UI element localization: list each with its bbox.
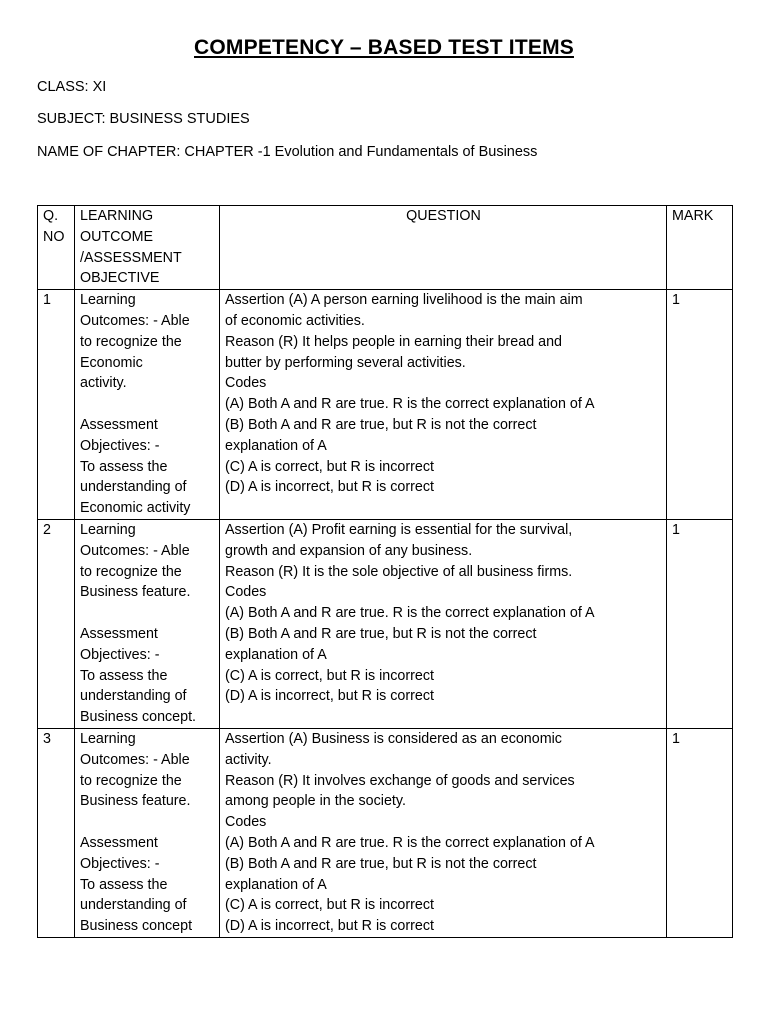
spacer bbox=[80, 603, 215, 624]
header-outcome-line: OBJECTIVE bbox=[80, 270, 160, 287]
question-line: (A) Both A and R are true. R is the correct explanation of A bbox=[225, 834, 595, 851]
table-row bbox=[38, 519, 733, 728]
assessment-objective-line: Assessment bbox=[80, 625, 158, 642]
assessment-objective-line: Objectives: - bbox=[80, 646, 160, 663]
spacer bbox=[80, 394, 215, 415]
mark-cell: 1 bbox=[667, 290, 733, 520]
spacer bbox=[80, 812, 215, 833]
question-line: explanation of A bbox=[225, 646, 327, 663]
learning-outcome-line: Learning bbox=[80, 730, 136, 747]
learning-outcome-cell bbox=[75, 290, 220, 520]
question-line: Codes bbox=[225, 375, 267, 392]
assessment-objective-line: Objectives: - bbox=[80, 855, 160, 872]
table-row bbox=[38, 290, 733, 520]
question-line: activity. bbox=[225, 751, 272, 768]
question-line: (D) A is incorrect, but R is correct bbox=[225, 918, 434, 935]
table-body bbox=[38, 290, 733, 938]
assessment-objective-line: understanding of bbox=[80, 688, 187, 705]
question-line: Codes bbox=[225, 814, 267, 831]
header-question: QUESTION bbox=[220, 206, 667, 290]
learning-outcome-line: Economic bbox=[80, 354, 143, 371]
question-line: explanation of A bbox=[225, 437, 327, 454]
header-qno-line: Q. bbox=[43, 208, 59, 224]
learning-outcome-line: Outcomes: - Able bbox=[80, 542, 190, 559]
assessment-objective-line: Economic activity bbox=[80, 500, 191, 517]
assessment-objective-line: Objectives: - bbox=[80, 437, 160, 454]
test-items-table bbox=[37, 205, 733, 938]
question-line: (B) Both A and R are true, but R is not the correct bbox=[225, 855, 537, 872]
assessment-objective-line: understanding of bbox=[80, 897, 187, 914]
question-line: butter by performing several activities. bbox=[225, 354, 466, 371]
learning-outcome-line: activity. bbox=[80, 375, 127, 392]
learning-outcome-line: to recognize the bbox=[80, 563, 182, 580]
mark-cell: 1 bbox=[667, 519, 733, 728]
header-qno bbox=[38, 206, 75, 290]
learning-outcome-line: to recognize the bbox=[80, 333, 182, 350]
question-line: (D) A is incorrect, but R is correct bbox=[225, 479, 434, 496]
assessment-objective-line: Business concept. bbox=[80, 709, 197, 726]
question-line: among people in the society. bbox=[225, 793, 406, 810]
learning-outcome-line: Outcomes: - Able bbox=[80, 751, 190, 768]
assessment-objective-line: To assess the bbox=[80, 667, 168, 684]
question-line: Reason (R) It helps people in earning their bread and bbox=[225, 333, 562, 350]
mark-cell: 1 bbox=[667, 728, 733, 937]
learning-outcome-line: Business feature. bbox=[80, 584, 191, 601]
question-line: Assertion (A) Business is considered as an economic bbox=[225, 730, 562, 747]
class-line: CLASS: XI bbox=[37, 79, 107, 95]
question-line: (B) Both A and R are true, but R is not the correct bbox=[225, 625, 537, 642]
document-title: COMPETENCY – BASED TEST ITEMS bbox=[194, 36, 574, 59]
header-outcome-line: /ASSESSMENT bbox=[80, 249, 182, 266]
question-line: Reason (R) It involves exchange of goods and services bbox=[225, 772, 575, 789]
question-line: (A) Both A and R are true. R is the correct explanation of A bbox=[225, 605, 595, 622]
assessment-objective-line: Assessment bbox=[80, 834, 158, 851]
learning-outcome-cell bbox=[75, 728, 220, 937]
question-number: 1 bbox=[38, 290, 75, 520]
question-line: Assertion (A) A person earning livelihood is the main aim bbox=[225, 292, 583, 309]
subject-line: SUBJECT: BUSINESS STUDIES bbox=[37, 111, 250, 127]
question-line: of economic activities. bbox=[225, 312, 365, 329]
question-line: Reason (R) It is the sole objective of all business firms. bbox=[225, 563, 573, 580]
question-number: 3 bbox=[38, 728, 75, 937]
question-line: (C) A is correct, but R is incorrect bbox=[225, 897, 434, 914]
assessment-objective-line: Business concept bbox=[80, 918, 193, 935]
learning-outcome-line: Outcomes: - Able bbox=[80, 312, 190, 329]
table-header-row bbox=[38, 206, 733, 290]
question-line: (C) A is correct, but R is incorrect bbox=[225, 667, 434, 684]
assessment-objective-line: To assess the bbox=[80, 876, 168, 893]
chapter-line: NAME OF CHAPTER: CHAPTER -1 Evolution and Fundamentals of Business bbox=[37, 144, 538, 160]
learning-outcome-line: Learning bbox=[80, 292, 136, 309]
learning-outcome-line: to recognize the bbox=[80, 772, 182, 789]
question-line: (A) Both A and R are true. R is the correct explanation of A bbox=[225, 396, 595, 413]
assessment-objective-line: understanding of bbox=[80, 479, 187, 496]
question-line: Codes bbox=[225, 584, 267, 601]
header-outcome-line: OUTCOME bbox=[80, 228, 154, 245]
learning-outcome-cell bbox=[75, 519, 220, 728]
question-line: (B) Both A and R are true, but R is not the correct bbox=[225, 416, 537, 433]
assessment-objective-line: Assessment bbox=[80, 416, 158, 433]
question-line: Assertion (A) Profit earning is essential for the survival, bbox=[225, 521, 573, 538]
question-cell bbox=[220, 290, 667, 520]
header-outcome-line: LEARNING bbox=[80, 208, 154, 224]
question-cell bbox=[220, 519, 667, 728]
question-line: (C) A is correct, but R is incorrect bbox=[225, 458, 434, 475]
learning-outcome-line: Business feature. bbox=[80, 793, 191, 810]
header-outcome bbox=[75, 206, 220, 290]
question-line: growth and expansion of any business. bbox=[225, 542, 473, 559]
question-cell bbox=[220, 728, 667, 937]
table-row bbox=[38, 728, 733, 937]
assessment-objective-line: To assess the bbox=[80, 458, 168, 475]
question-number: 2 bbox=[38, 519, 75, 728]
header-qno-line: NO bbox=[43, 228, 65, 245]
question-line: (D) A is incorrect, but R is correct bbox=[225, 688, 434, 705]
learning-outcome-line: Learning bbox=[80, 521, 136, 538]
header-mark: MARK bbox=[667, 206, 733, 290]
question-line: explanation of A bbox=[225, 876, 327, 893]
